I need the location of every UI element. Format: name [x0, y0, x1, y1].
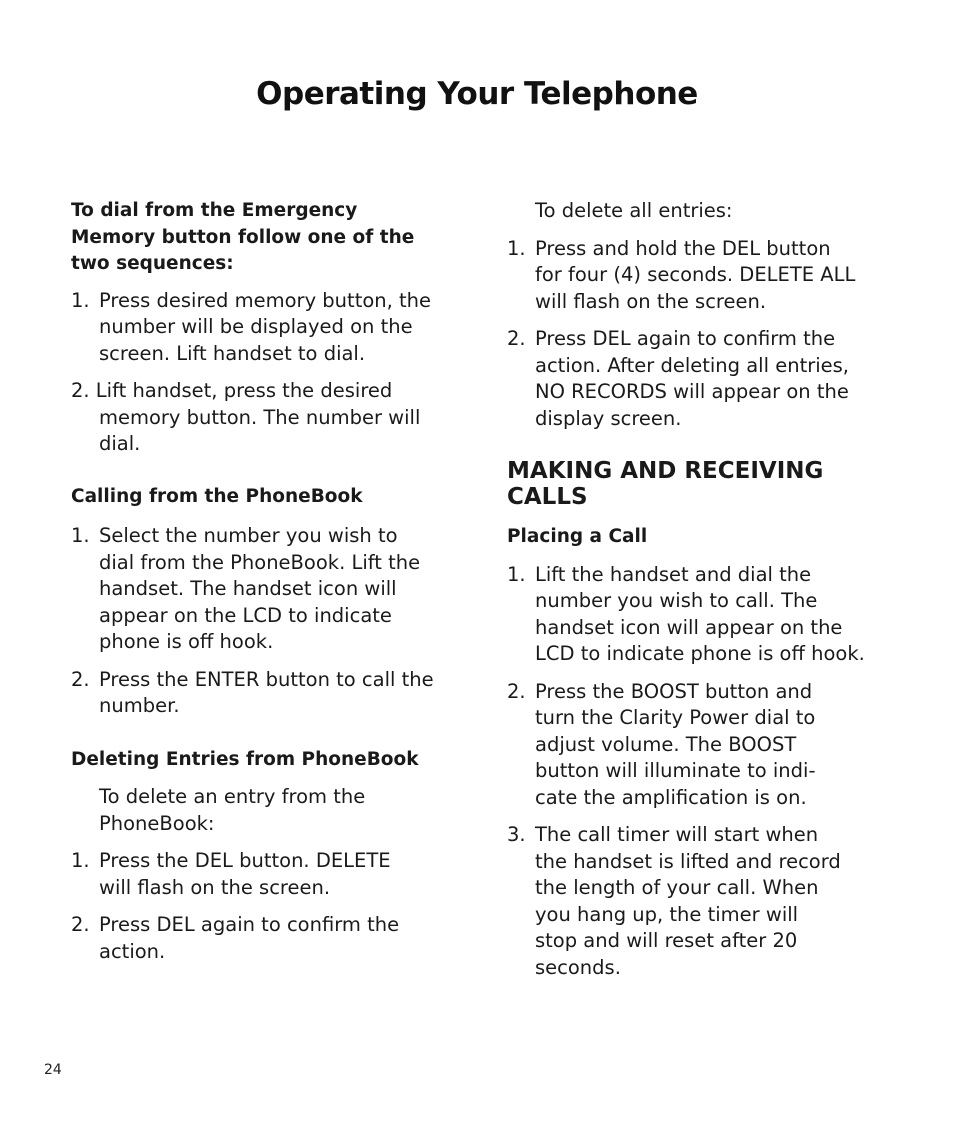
placing-call-step-1 [507, 562, 882, 668]
step-text: Select the number you wish to dial from the PhoneBook. Lift the handset. The handset icon will appear on the LCD to indicate phone is off hook. [99, 524, 421, 653]
right-column [507, 198, 882, 981]
step-text: Press the BOOST button and turn the Clarity Power dial to adjust volume. The BOOST button will illuminate to indi- cate the amplification is on. [535, 679, 816, 809]
step-text: Lift the handset and dial the number you wish to call. The handset icon will appear on the LCD to indicate phone is off hook. [535, 562, 865, 665]
phonebook-delete-intro: To delete an entry from the PhoneBook: [99, 785, 366, 835]
step-number: 1. [71, 524, 90, 547]
phonebook-call-step-2 [71, 667, 443, 720]
phonebook-call-heading: Calling from the PhoneBook [71, 485, 363, 507]
making-calls-heading: MAKING AND RECEIVING CALLS [507, 458, 824, 510]
step-text: Press DEL again to confirm the action. [99, 913, 400, 963]
placing-call-step-2 [507, 679, 882, 812]
emergency-heading: To dial from the Emergency Memory button follow one of the two sequences: [71, 200, 415, 274]
step-number: 2. [507, 679, 526, 703]
step-number: 1. [507, 562, 526, 586]
step-text: Press desired memory button, the number will be displayed on the screen. Lift handset to dial. [99, 288, 432, 365]
step-text: Press the DEL button. DELETE will flash on the screen. [99, 849, 391, 899]
step-number: 3. [507, 823, 526, 846]
phonebook-delete-step-2 [71, 912, 443, 965]
step-number: 2. [507, 327, 526, 350]
phonebook-delete-heading: Deleting Entries from PhoneBook [71, 748, 419, 770]
placing-call-subheading: Placing a Call [507, 526, 648, 547]
step-number: 1. [71, 288, 90, 312]
step-number: 1. [71, 849, 90, 872]
delete-all-intro: To delete all entries: [535, 199, 733, 222]
page-title: Operating Your Telephone [256, 76, 698, 112]
delete-all-step-2 [507, 326, 882, 432]
placing-call-step-3 [507, 822, 882, 981]
step-text: Press and hold the DEL button for four (4) seconds. DELETE ALL will flash on the screen. [535, 236, 856, 313]
left-column [71, 198, 443, 965]
step-text: Press DEL again to confirm the action. After deleting all entries, NO RECORDS will appear on the display screen. [535, 327, 850, 430]
emergency-step-2: 2. Lift handset, press the desired memory button. The number will dial. [71, 379, 421, 455]
page-number: 24 [44, 1062, 62, 1078]
step-number: 1. [507, 236, 526, 260]
delete-all-step-1 [507, 236, 882, 316]
step-number: 2. [71, 913, 90, 936]
phonebook-call-step-1 [71, 523, 443, 656]
phonebook-delete-step-1 [71, 848, 443, 901]
step-text: Press the ENTER button to call the number. [99, 667, 434, 717]
step-text: The call timer will start when the handset is lifted and record the length of your call. When you hang up, the timer will stop and will reset after 20 seconds. [535, 823, 841, 979]
emergency-step-1 [71, 288, 443, 368]
step-number: 2. [71, 667, 90, 691]
